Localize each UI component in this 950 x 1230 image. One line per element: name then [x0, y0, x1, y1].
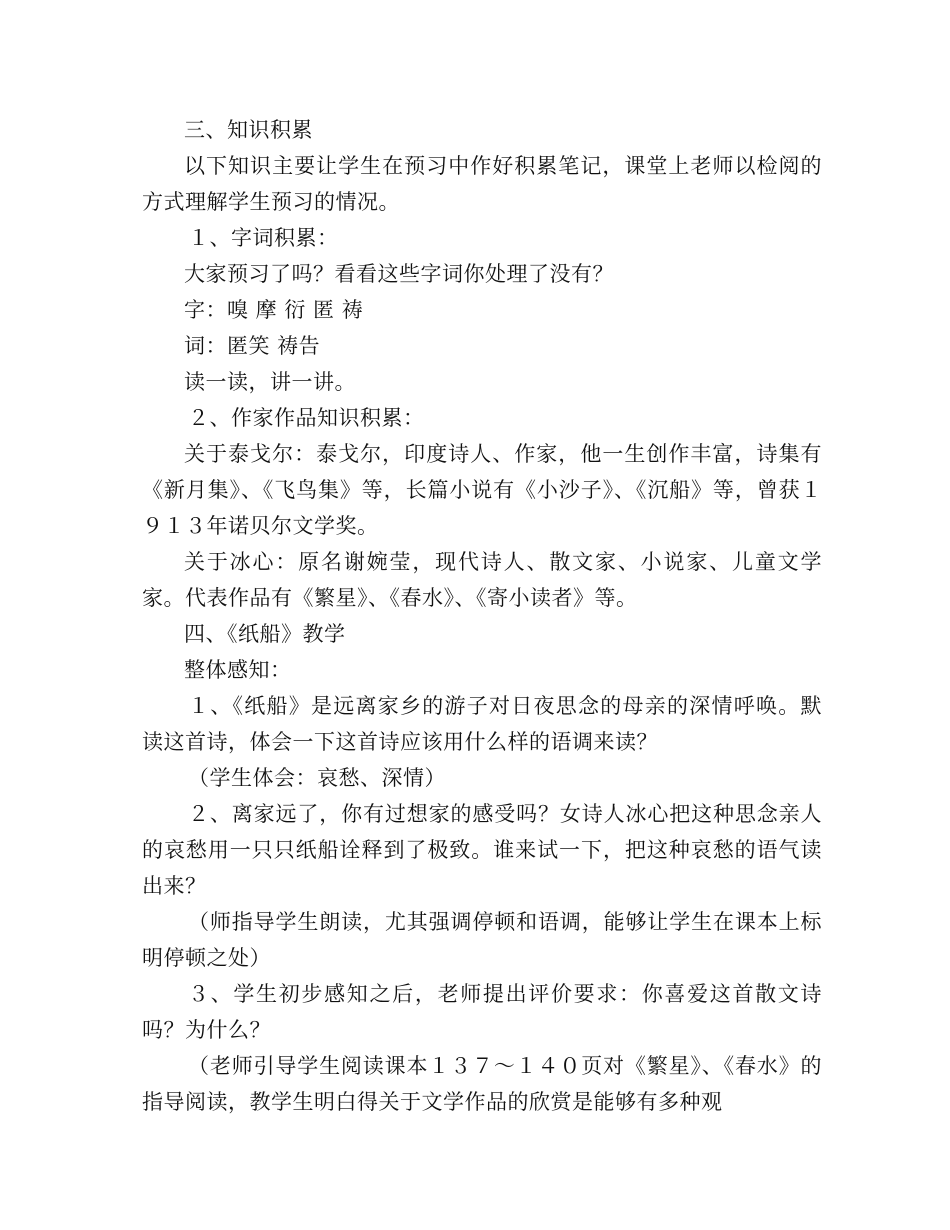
paragraph-student-feel: （学生体会：哀愁、深情） — [188, 766, 446, 790]
paragraph-read-speak: 读一读，讲一讲。 — [184, 370, 356, 394]
paragraph-tagore: 关于泰戈尔：泰戈尔，印度诗人、作家，他一生创作丰富，诗集有《新月集》、《飞鸟集》等，长篇小说有《小沙子》、《沉船》等，曾获１９１３年诺贝尔文学奖。 — [142, 442, 822, 538]
paragraph-words: 词：匿笑 祷告 — [184, 334, 321, 358]
subheading-vocabulary: １、字词积累： — [188, 226, 339, 250]
document-body — [142, 112, 822, 1120]
paragraph-vocab-question: 大家预习了吗？看看这些字词你处理了没有？ — [184, 262, 614, 286]
section-heading-teaching: 四、《纸船》教学 — [184, 622, 346, 646]
paragraph-point-2: ２、离家远了，你有过想家的感受吗？女诗人冰心把这种思念亲人的哀愁用一只只纸船诠释到了极致。谁来试一下，把这种哀愁的语气读出来？ — [142, 802, 822, 898]
paragraph-bingxin: 关于冰心：原名谢婉莹，现代诗人、散文家、小说家、儿童文学家。代表作品有《繁星》、《春水》、《寄小读者》等。 — [142, 550, 822, 610]
paragraph-point-1: １、《纸船》是远离家乡的游子对日夜思念的母亲的深情呼唤。默读这首诗，体会一下这首诗应该用什么样的语调来读？ — [142, 694, 822, 754]
paragraph-teacher-reading: （老师引导学生阅读课本１３７～１４０页对《繁星》、《春水》的指导阅读，教学生明白得关于文学作品的欣赏是能够有多种观 — [142, 1054, 822, 1114]
paragraph-characters: 字：嗅 摩 衍 匿 祷 — [184, 298, 364, 322]
paragraph-point-3: ３、学生初步感知之后，老师提出评价要求：你喜爱这首散文诗吗？为什么？ — [142, 982, 822, 1042]
subheading-overall: 整体感知： — [184, 658, 292, 682]
paragraph-intro: 以下知识主要让学生在预习中作好积累笔记，课堂上老师以检阅的方式理解学生预习的情况。 — [142, 154, 822, 214]
section-heading-knowledge: 三、知识积累 — [184, 118, 313, 142]
subheading-author-works: ２、作家作品知识积累： — [188, 406, 425, 430]
paragraph-teacher-guide: （师指导学生朗读，尤其强调停顿和语调，能够让学生在课本上标明停顿之处） — [142, 910, 822, 970]
